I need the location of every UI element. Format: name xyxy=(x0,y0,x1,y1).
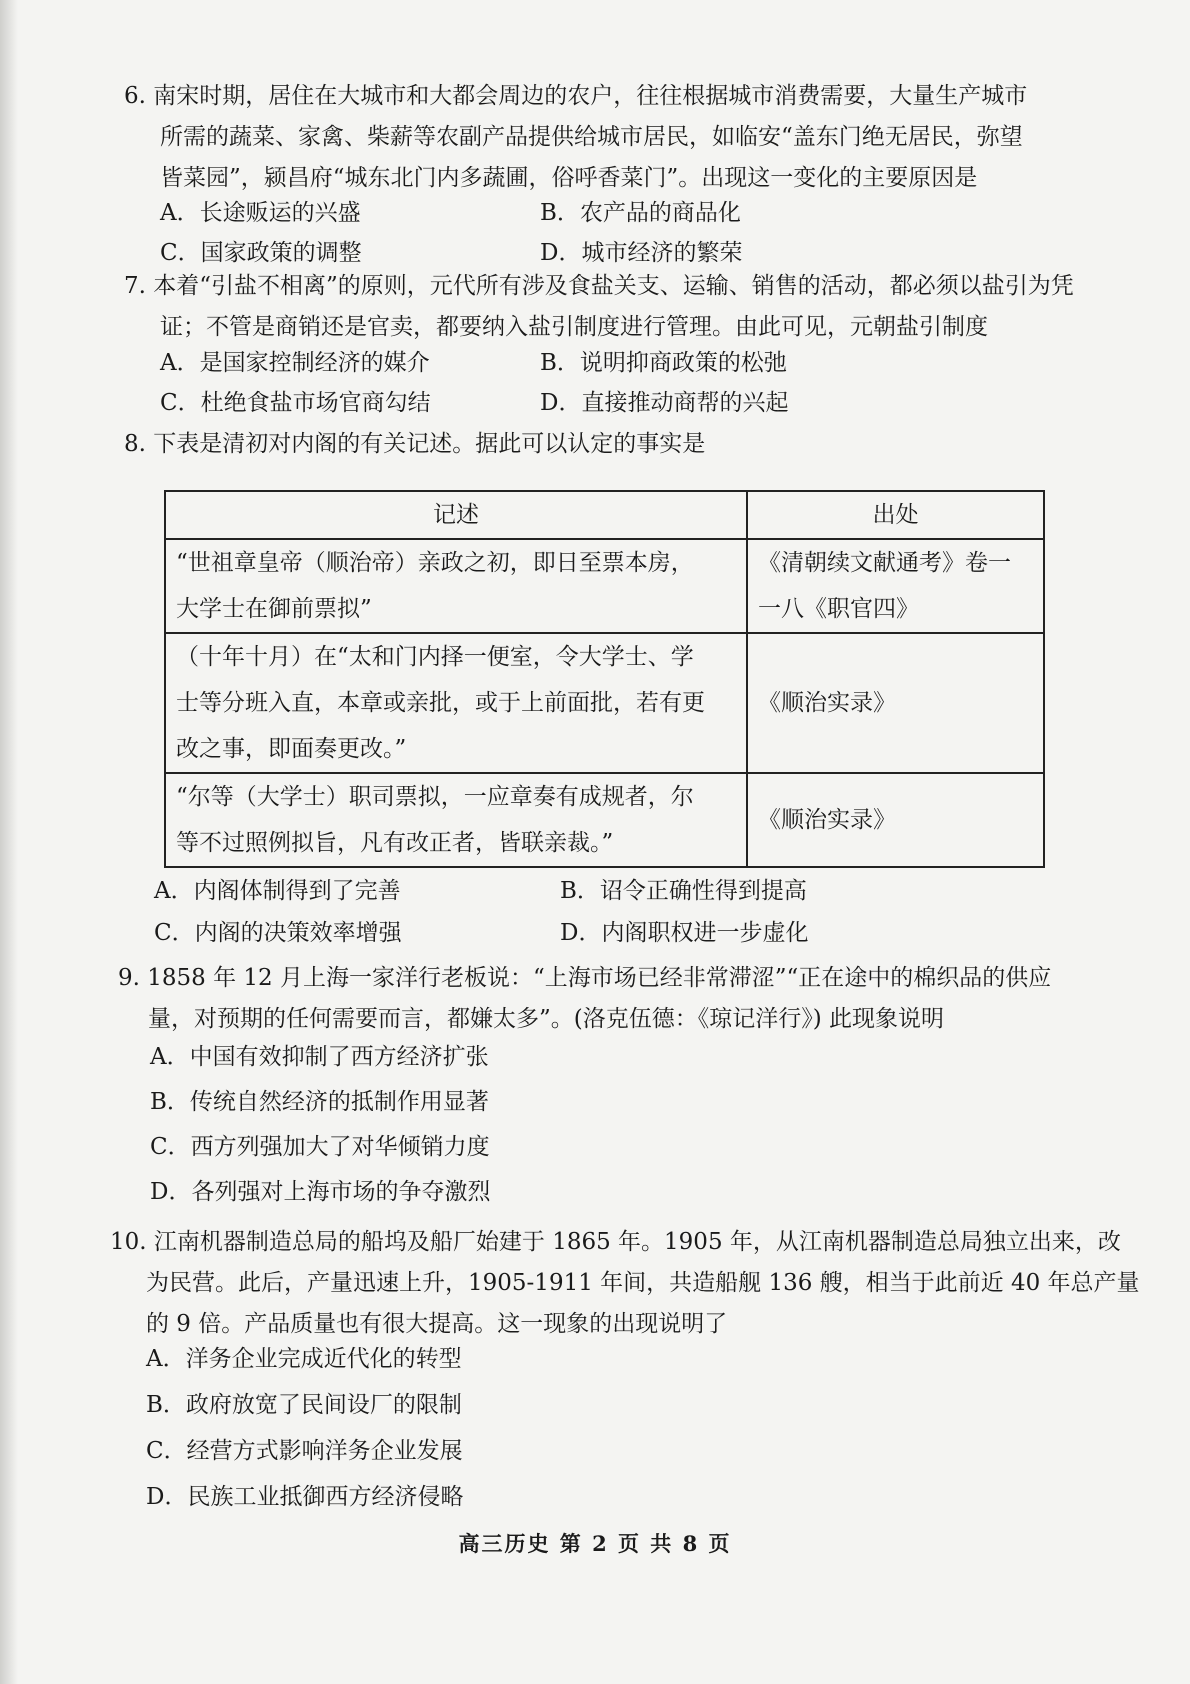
scan-edge-shadow xyxy=(0,0,18,1684)
record-line: 等不过照例拟旨，凡有改正者，皆联亲裁。” xyxy=(176,830,614,856)
source-line: 《清朝续文献通考》卷一 xyxy=(758,550,1011,576)
table-row xyxy=(165,633,1044,773)
question-10-option-d[interactable]: D．民族工业抵御西方经济侵略 xyxy=(146,1484,464,1510)
question-9-line: 量，对预期的任何需要而言，都嫌太多”。(洛克伍德：《琼记洋行》) 此现象说明 xyxy=(148,1006,945,1032)
question-7-option-c[interactable]: C．杜绝食盐市场官商勾结 xyxy=(160,390,431,416)
record-line: 改之事，即面奏更改。” xyxy=(176,736,407,762)
question-10-line: 为民营。此后，产量迅速上升，1905-1911 年间，共造船舰 136 艘，相当于此前近 40 年总产量 xyxy=(146,1270,1140,1296)
question-6-option-a[interactable]: A．长途贩运的兴盛 xyxy=(160,200,361,226)
question-9-option-a[interactable]: A．中国有效抑制了西方经济扩张 xyxy=(150,1044,489,1070)
record-line: 士等分班入直，本章或亲批，或于上前面批，若有更 xyxy=(176,690,705,716)
question-7-line: 7. 本着“引盐不相离”的原则，元代所有涉及食盐关支、运输、销售的活动，都必须以盐引为凭 xyxy=(124,273,1074,299)
table-row xyxy=(165,773,1044,867)
question-8 xyxy=(124,424,705,465)
question-8-option-c[interactable]: C．内阁的决策效率增强 xyxy=(154,920,402,946)
question-7-option-b[interactable]: B．说明抑商政策的松弛 xyxy=(540,350,787,376)
question-9-option-c[interactable]: C．西方列强加大了对华倾销力度 xyxy=(150,1134,490,1160)
source-line: 《顺治实录》 xyxy=(758,807,896,833)
record-line: （十年十月）在“太和门内择一便室，令大学士、学 xyxy=(176,644,694,670)
question-10-option-c[interactable]: C．经营方式影响洋务企业发展 xyxy=(146,1438,463,1464)
table-header-record: 记述 xyxy=(165,491,747,539)
table-header-row xyxy=(165,491,1044,539)
table-cell-source xyxy=(747,773,1044,867)
question-10-line: 10. 江南机器制造总局的船坞及船厂始建于 1865 年。1905 年，从江南机器制造总局独立出来，改 xyxy=(110,1229,1121,1255)
table-cell-record xyxy=(165,633,747,773)
question-9-option-b[interactable]: B．传统自然经济的抵制作用显著 xyxy=(150,1089,489,1115)
record-line: “世祖章皇帝（顺治帝）亲政之初，即日至票本房， xyxy=(176,550,694,576)
page-footer: 高三历史 第 2 页 共 8 页 xyxy=(458,1531,732,1556)
question-8-option-d[interactable]: D．内阁职权进一步虚化 xyxy=(560,920,809,946)
question-10-option-b[interactable]: B．政府放宽了民间设厂的限制 xyxy=(146,1392,462,1418)
question-8-option-b[interactable]: B．诏令正确性得到提高 xyxy=(560,878,807,904)
question-8-option-a[interactable]: A．内阁体制得到了完善 xyxy=(154,878,401,904)
question-6-line: 皆菜园”，颍昌府“城东北门内多蔬圃，俗呼香菜门”。出现这一变化的主要原因是 xyxy=(160,165,978,191)
question-6-line: 所需的蔬菜、家禽、柴薪等农副产品提供给城市居民，如临安“盖东门绝无居民，弥望 xyxy=(160,124,1023,150)
question-7 xyxy=(124,266,1074,348)
question-10 xyxy=(110,1222,1140,1345)
source-line: 《顺治实录》 xyxy=(758,690,896,716)
source-line: 一八《职官四》 xyxy=(758,596,919,622)
record-line: “尔等（大学士）职司票拟，一应章奏有成规者，尔 xyxy=(176,784,694,810)
table-cell-source xyxy=(747,539,1044,633)
question-6-option-b[interactable]: B．农产品的商品化 xyxy=(540,200,741,226)
table-cell-record xyxy=(165,539,747,633)
question-9 xyxy=(118,958,1051,1040)
record-line: 大学士在御前票拟” xyxy=(176,596,372,622)
question-9-line: 9. 1858 年 12 月上海一家洋行老板说：“上海市场已经非常滞涩”“正在途中的棉织品的供应 xyxy=(118,965,1052,991)
question-9-option-d[interactable]: D．各列强对上海市场的争夺激烈 xyxy=(150,1179,491,1205)
question-7-option-d[interactable]: D．直接推动商帮的兴起 xyxy=(540,390,789,416)
question-8-stem: 8. 下表是清初对内阁的有关记述。据此可以认定的事实是 xyxy=(124,431,706,457)
question-10-option-a[interactable]: A．洋务企业完成近代化的转型 xyxy=(146,1346,462,1372)
table-row xyxy=(165,539,1044,633)
table-cell-record xyxy=(165,773,747,867)
question-7-option-a[interactable]: A．是国家控制经济的媒介 xyxy=(160,350,430,376)
question-6-line: 6. 南宋时期，居住在大城市和大都会周边的农户，往往根据城市消费需要，大量生产城市 xyxy=(124,83,1028,109)
question-10-line: 的 9 倍。产品质量也有很大提高。这一现象的出现说明了 xyxy=(146,1311,728,1337)
question-7-line: 证；不管是商销还是官卖，都要纳入盐引制度进行管理。由此可见，元朝盐引制度 xyxy=(160,314,988,340)
question-6 xyxy=(124,76,1027,199)
records-table xyxy=(164,490,1045,868)
table-cell-source xyxy=(747,633,1044,773)
question-6-option-c[interactable]: C．国家政策的调整 xyxy=(160,240,362,266)
question-6-option-d[interactable]: D．城市经济的繁荣 xyxy=(540,240,743,266)
table-header-source: 出处 xyxy=(747,491,1044,539)
